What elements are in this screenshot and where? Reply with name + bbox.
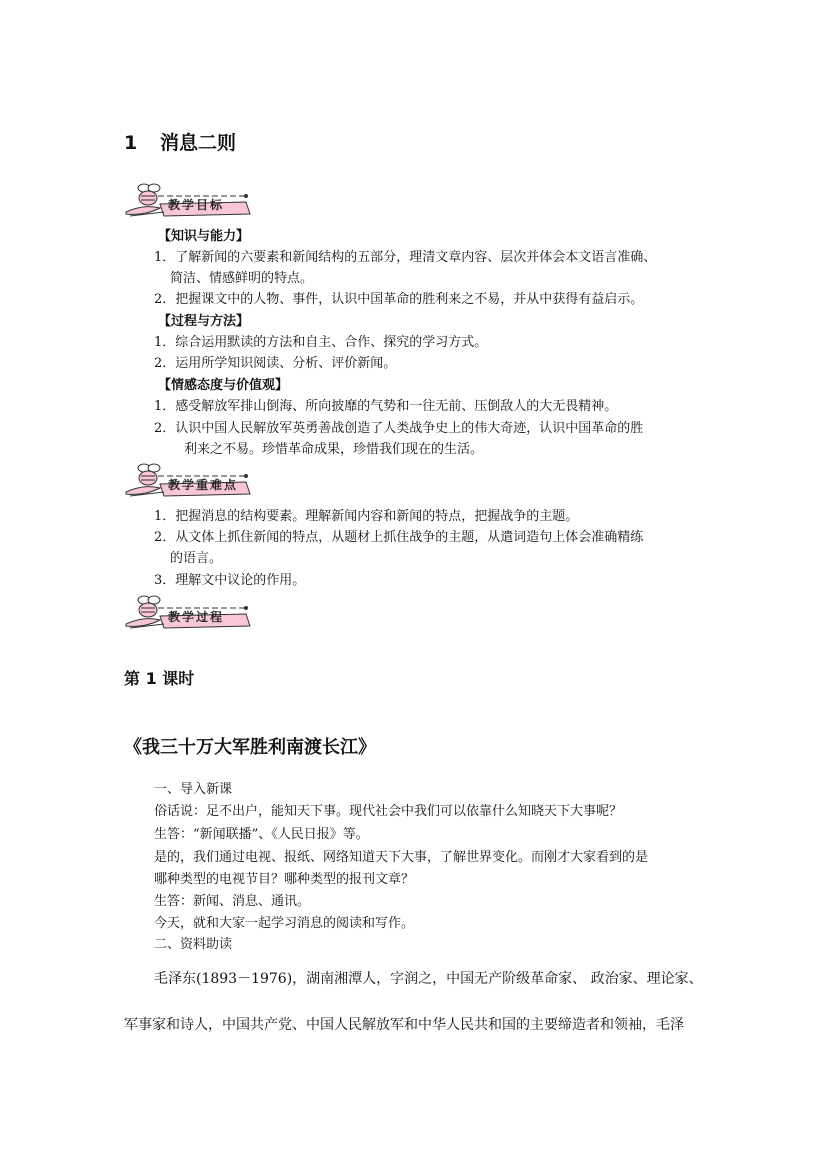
- process-heading: 【过程与方法】: [158, 314, 250, 329]
- goals-badge: [124, 182, 252, 218]
- intro-line-1: 俗话说：足不出户，能知天下事。现代社会中我们可以依靠什么知晓天下大事呢？: [154, 804, 623, 819]
- material-para-line-2: 军事家和诗人，中国共产党、中国人民解放军和中华人民共和国的主要缔造者和领袖，毛泽: [124, 1017, 684, 1033]
- keypoint-2-cont: 的语言。: [170, 551, 223, 566]
- keypoints-badge-label: 教学重难点: [168, 478, 239, 492]
- lesson-period-heading: 第 1 课时: [124, 669, 195, 688]
- lesson-title-text: 消息二则: [160, 132, 237, 154]
- goal-knowledge-1: 1．了解新闻的六要素和新闻结构的五部分，理清文章内容、层次并体会本文语言准确、: [154, 250, 657, 265]
- intro-heading: 一、导入新课: [154, 782, 233, 797]
- keypoint-3: 3．理解文中议论的作用。: [154, 573, 306, 588]
- goal-emotion-2: 2．认识中国人民解放军英勇善战创造了人类战争史上的伟大奇迹，认识中国革命的胜: [154, 421, 644, 436]
- intro-line-2: 生答：“新闻联播”、《人民日报》等。: [154, 827, 369, 842]
- goal-process-1: 1．综合运用默读的方法和自主、合作、探究的学习方式。: [154, 335, 488, 350]
- intro-line-3-cont: 哪种类型的电视节目？哪种类型的报刊文章？: [154, 872, 415, 887]
- material-heading: 二、资料助读: [154, 937, 233, 952]
- process-badge: [124, 594, 252, 630]
- keypoint-2: 2．从文体上抓住新闻的特点，从题材上抓住战争的主题，从遣词造句上体会准确精练: [154, 530, 644, 545]
- lesson-number: 1: [124, 132, 138, 154]
- goal-process-2: 2．运用所学知识阅读、分析、评价新闻。: [154, 356, 397, 371]
- intro-line-3: 是的，我们通过电视、报纸、网络知道天下大事，了解世界变化。而刚才大家看到的是: [154, 850, 649, 865]
- goals-badge-label: 教学目标: [168, 198, 225, 212]
- goal-emotion-1: 1．感受解放军排山倒海、所向披靡的气势和一往无前、压倒敌人的大无畏精神。: [154, 399, 618, 414]
- keypoint-1: 1．把握消息的结构要素。理解新闻内容和新闻的特点，把握战争的主题。: [154, 509, 579, 524]
- emotion-heading: 【情感态度与价值观】: [158, 378, 289, 393]
- goal-emotion-2-cont: 利来之不易。珍惜革命成果，珍惜我们现在的生活。: [184, 442, 484, 457]
- goal-knowledge-1-cont: 简洁、情感鲜明的特点。: [170, 271, 314, 286]
- keypoints-badge: [124, 462, 252, 498]
- knowledge-heading: 【知识与能力】: [158, 229, 250, 244]
- process-badge-label: 教学过程: [168, 610, 225, 624]
- goal-knowledge-2: 2．把握课文中的人物、事件，认识中国革命的胜利来之不易，并从中获得有益启示。: [154, 292, 644, 307]
- article-title: 《我三十万大军胜利南渡长江》: [124, 737, 376, 758]
- material-para-line-1: 毛泽东(1893－1976)，湖南湘潭人，字润之，中国无产阶级革命家、 政治家、理论家、: [154, 971, 703, 987]
- intro-line-5: 今天，就和大家一起学习消息的阅读和写作。: [154, 916, 415, 931]
- lesson-title: [124, 128, 236, 155]
- intro-line-4: 生答：新闻、消息、通讯。: [154, 894, 311, 909]
